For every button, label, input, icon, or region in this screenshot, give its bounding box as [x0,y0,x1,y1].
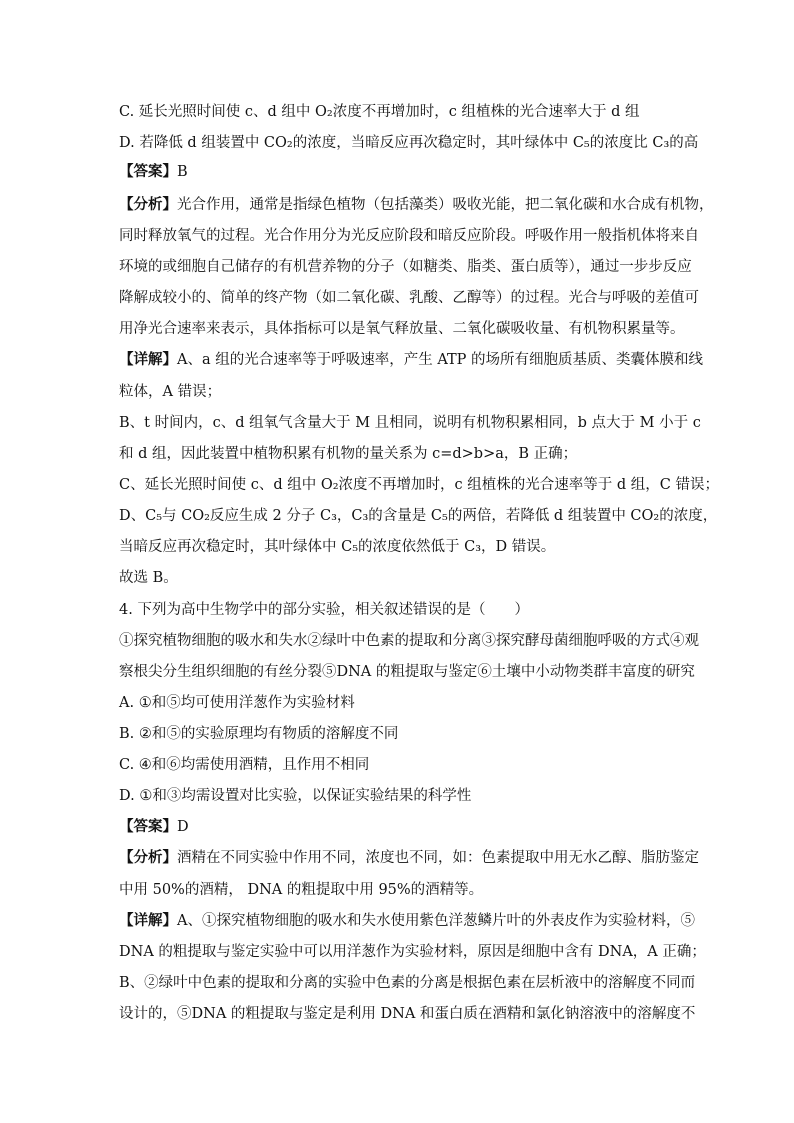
text-line [119,102,694,122]
line-text: 中用 50%的酒精， DNA 的粗提取中用 95%的酒精等。 [119,882,484,898]
line-text: 当暗反应再次稳定时，其叶绿体中 C₅的浓度依然低于 C₃，D 错误。 [119,539,556,555]
text-line [119,786,694,806]
line-text: B [177,164,188,180]
text-line [119,162,694,182]
line-text: 同时释放氧气的过程。光合作用分为光反应阶段和暗反应阶段。呼吸作用一般指机体将来自 [119,228,699,244]
line-text: D、C₅与 CO₂反应生成 2 分子 C₃，C₃的含量是 C₅的两倍，若降低 d 组装置中 CO₂的浓度， [119,508,718,524]
text-line [119,942,706,962]
text-line [119,506,718,526]
text-line [119,568,694,588]
section-tag: 【答案】 [119,819,177,835]
line-text: 察根尖分生组织细胞的有丝分裂⑤DNA 的粗提取与鉴定⑥土壤中小动物类群丰富度的研究 [119,664,695,680]
line-text: C. ④和⑥均需使用酒精，且作用不相同 [119,757,370,773]
text-line [119,600,694,620]
text-line [119,724,694,744]
line-text: 和 d 组，因此装置中植物积累有机物的量关系为 c=d>b>a，B 正确； [119,446,578,462]
line-text: 降解成较小的、简单的终产物（如二氧化碳、乳酸、乙醇等）的过程。光合与呼吸的差值可 [119,290,699,306]
text-line [119,133,699,153]
section-tag: 【详解】 [119,352,177,368]
text-line [119,693,694,713]
line-text: 设计的，⑤DNA 的粗提取与鉴定是利用 DNA 和蛋白质在酒精和氯化钠溶液中的溶解度不 [119,1006,696,1022]
text-line [119,382,694,402]
text-line [119,631,699,651]
line-text: A、①探究植物细胞的吸水和失水使用紫色洋葱鳞片叶的外表皮作为实验材料，⑤ [177,913,695,929]
line-text: 4. 下列为高中生物学中的部分实验，相关叙述错误的是（ ） [119,602,529,618]
line-text: 酒精在不同实验中作用不同，浓度也不同，如：色素提取中用无水乙醇、脂肪鉴定 [177,850,699,866]
text-line [119,911,694,931]
line-text: B、t 时间内，c、d 组氧气含量大于 M 且相同，说明有机物积累相同，b 点大于 M 小于 c [119,415,701,431]
line-text: A. ①和⑤均可使用洋葱作为实验材料 [119,695,355,711]
line-text: ①探究植物细胞的吸水和失水②绿叶中色素的提取和分离③探究酵母菌细胞呼吸的方式④观 [119,633,699,649]
text-line [119,350,704,370]
text-line [119,848,699,868]
text-line [119,755,694,775]
line-text: B. ②和⑤的实验原理均有物质的溶解度不同 [119,726,399,742]
line-text: D. ①和③均需设置对比实验，以保证实验结果的科学性 [119,788,472,804]
text-line [119,817,694,837]
text-line [119,444,694,464]
text-line [119,257,694,277]
text-line [119,537,694,557]
text-line [119,319,694,339]
line-text: B、②绿叶中色素的提取和分离的实验中色素的分离是根据色素在层析液中的溶解度不同而 [119,975,696,991]
section-tag: 【分析】 [119,197,177,213]
line-text: 用净光合速率来表示，具体指标可以是氧气释放量、二氧化碳吸收量、有机物积累量等。 [119,321,685,337]
line-text: 粒体，A 错误； [119,384,222,400]
line-text: C、延长光照时间使 c、d 组中 O₂浓度不再增加时，c 组植株的光合速率等于 d 组，C 错误； [119,477,719,493]
line-text: D [177,819,189,835]
text-line [119,880,694,900]
line-text: A、a 组的光合速率等于呼吸速率，产生 ATP 的场所有细胞质基质、类囊体膜和线 [177,352,704,368]
line-text: 故选 B。 [119,570,178,586]
text-line [119,226,699,246]
line-text: DNA 的粗提取与鉴定实验中可以用洋葱作为实验材料，原因是细胞中含有 DNA，A 正确； [119,944,706,960]
line-text: C. 延长光照时间使 c、d 组中 O₂浓度不再增加时，c 组植株的光合速率大于 d 组 [119,104,640,120]
text-line [119,475,719,495]
text-line [119,1004,694,1024]
line-text: 环境的或细胞自己储存的有机营养物的分子（如糖类、脂类、蛋白质等），通过一步步反应 [119,259,692,275]
text-line [119,413,701,433]
line-text: D. 若降低 d 组装置中 CO₂的浓度，当暗反应再次稳定时，其叶绿体中 C₅的浓度比 C₃的高 [119,135,699,151]
section-tag: 【分析】 [119,850,177,866]
text-line [119,195,714,215]
section-tag: 【答案】 [119,164,177,180]
text-line [119,973,694,993]
section-tag: 【详解】 [119,913,177,929]
line-text: 光合作用，通常是指绿色植物（包括藻类）吸收光能，把二氧化碳和水合成有机物， [177,197,714,213]
text-line [119,288,699,308]
text-line [119,662,694,682]
